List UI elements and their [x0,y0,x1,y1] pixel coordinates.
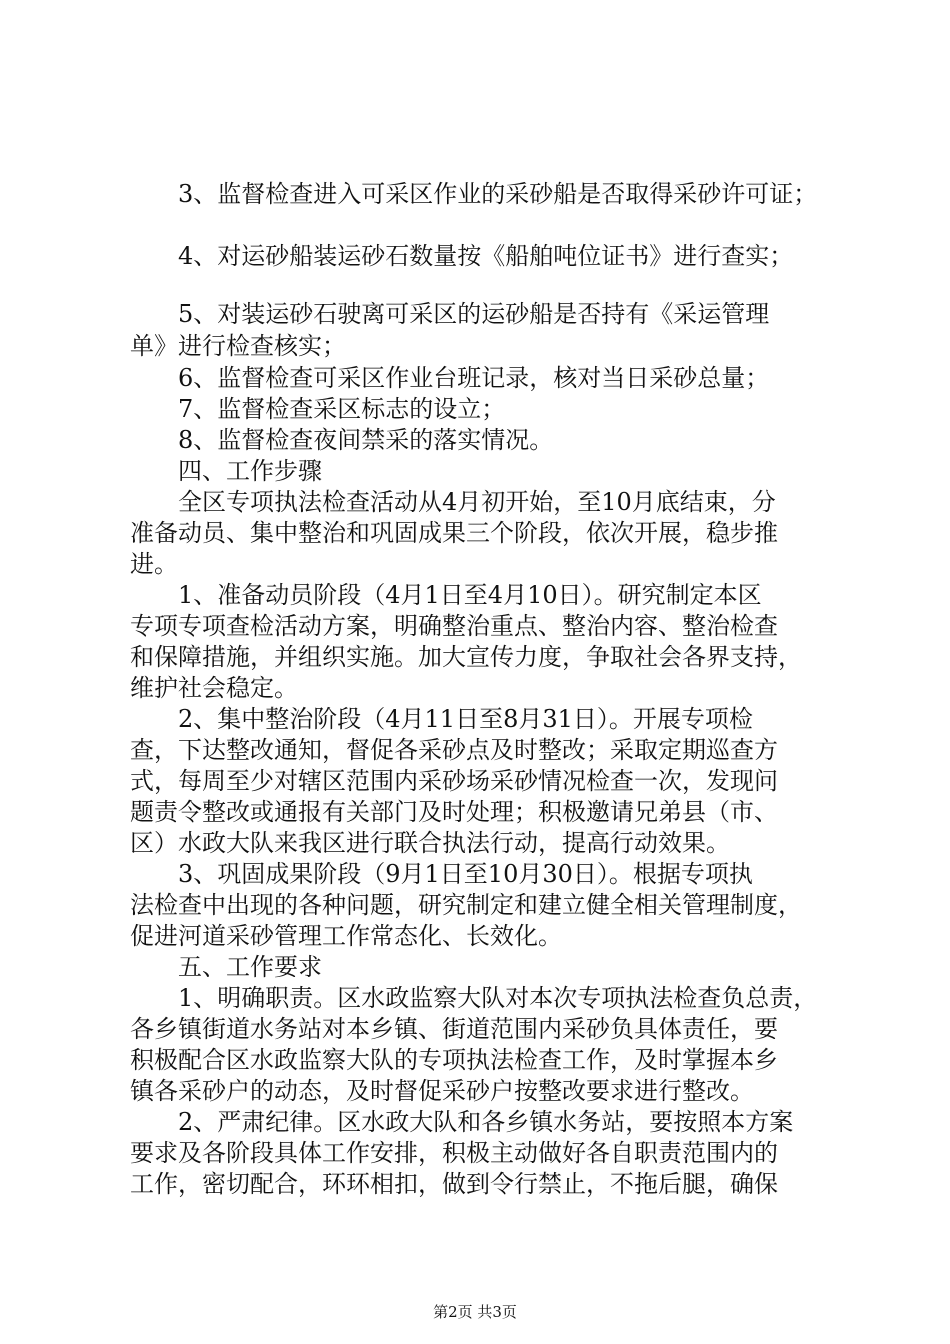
text-line: 促进河道采砂管理工作常态化、长效化。 [130,922,562,950]
text-line: 式，每周至少对辖区范围内采砂场采砂情况检查一次，发现问 [130,767,778,795]
text-line: 2、严肃纪律。区水政大队和各乡镇水务站，要按照本方案 [178,1108,794,1136]
text-line: 全区专项执法检查活动从4月初开始，至10月底结束，分 [178,488,776,516]
section-heading: 五、工作要求 [178,953,322,981]
text-line: 维护社会稳定。 [130,674,298,702]
text-line: 工作，密切配合，环环相扣，做到令行禁止，不拖后腿，确保 [130,1170,778,1198]
text-line: 7、监督检查采区标志的设立； [178,395,506,423]
text-line: 6、监督检查可采区作业台班记录，核对当日采砂总量； [178,364,770,392]
text-line: 准备动员、集中整治和巩固成果三个阶段，依次开展，稳步推 [130,519,778,547]
text-line: 2、集中整治阶段（4月11日至8月31日）。开展专项检 [178,705,753,733]
text-line: 查，下达整改通知，督促各采砂点及时整改；采取定期巡查方 [130,736,778,764]
text-line: 单》进行检查核实； [130,332,346,360]
text-line: 法检查中出现的各种问题，研究制定和建立健全相关管理制度， [130,891,802,919]
text-line: 专项专项查检活动方案，明确整治重点、整治内容、整治检查 [130,612,778,640]
text-line: 8、监督检查夜间禁采的落实情况。 [178,426,554,454]
text-line: 要求及各阶段具体工作安排，积极主动做好各自职责范围内的 [130,1139,778,1167]
text-line: 镇各采砂户的动态，及时督促采砂户按整改要求进行整改。 [130,1077,754,1105]
text-line: 和保障措施，并组织实施。加大宣传力度，争取社会各界支持， [130,643,802,671]
text-line: 进。 [130,550,178,578]
text-line: 积极配合区水政监察大队的专项执法检查工作，及时掌握本乡 [130,1046,778,1074]
text-line: 各乡镇街道水务站对本乡镇、街道范围内采砂负具体责任，要 [130,1015,778,1043]
text-line: 1、明确职责。区水政监察大队对本次专项执法检查负总责， [178,984,818,1012]
text-line: 题责令整改或通报有关部门及时处理；积极邀请兄弟县（市、 [130,798,778,826]
section-heading: 四、工作步骤 [178,457,322,485]
text-line: 3、巩固成果阶段（9月1日至10月30日）。根据专项执 [178,860,753,888]
text-line: 3、监督检查进入可采区作业的采砂船是否取得采砂许可证； [178,180,818,208]
text-line: 1、准备动员阶段（4月1日至4月10日）。研究制定本区 [178,581,762,609]
text-line: 4、对运砂船装运砂石数量按《船舶吨位证书》进行查实； [178,242,794,270]
text-line: 5、对装运砂石驶离可采区的运砂船是否持有《采运管理 [178,300,770,328]
page-number-footer: 第2页 共3页 [433,1303,517,1321]
text-line: 区）水政大队来我区进行联合执法行动，提高行动效果。 [130,829,730,857]
